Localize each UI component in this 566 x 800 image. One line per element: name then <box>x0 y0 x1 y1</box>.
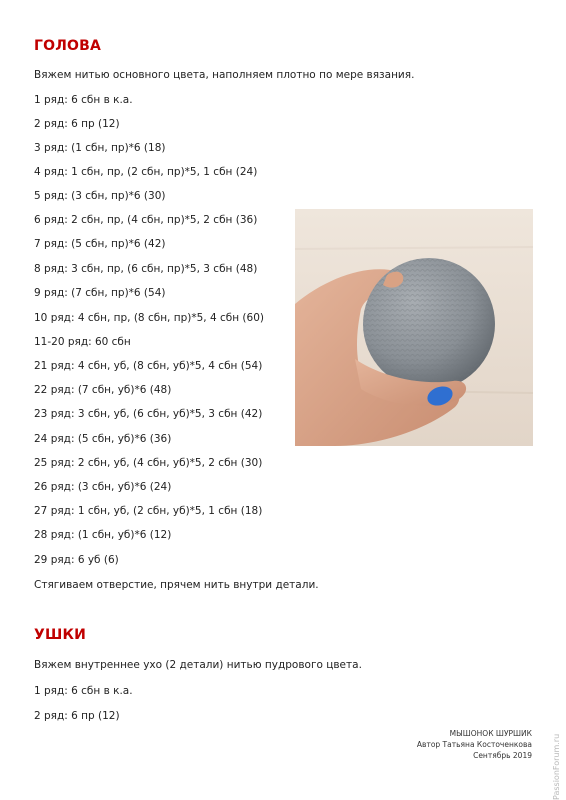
head-intro: Вяжем нитью основного цвета, наполняем плотно по мере вязания. <box>34 69 415 81</box>
head-row-1: 1 ряд: 6 сбн в к.а. <box>34 94 133 106</box>
pattern-credits <box>417 728 532 761</box>
head-row-18: 27 ряд: 1 сбн, уб, (2 сбн, уб)*5, 1 сбн (18) <box>34 505 263 517</box>
section-title-ears: УШКИ <box>34 627 87 643</box>
site-watermark: PassionForum.ru <box>552 733 561 800</box>
head-row-19: 28 ряд: (1 сбн, уб)*6 (12) <box>34 529 172 541</box>
head-row-20: 29 ряд: 6 уб (6) <box>34 554 119 566</box>
knitted-ball-photo <box>295 209 533 446</box>
head-row-9: 9 ряд: (7 сбн, пр)*6 (54) <box>34 287 166 299</box>
credits-title: МЫШОНОК ШУРШИК <box>449 729 532 738</box>
head-row-3: 3 ряд: (1 сбн, пр)*6 (18) <box>34 142 166 154</box>
head-row-7: 7 ряд: (5 сбн, пр)*6 (42) <box>34 238 166 250</box>
head-row-2: 2 ряд: 6 пр (12) <box>34 118 120 130</box>
head-row-11: 11-20 ряд: 60 сбн <box>34 336 131 348</box>
ears-intro: Вяжем внутреннее ухо (2 детали) нитью пудрового цвета. <box>34 659 362 671</box>
head-row-10: 10 ряд: 4 сбн, пр, (8 сбн, пр)*5, 4 сбн (60) <box>34 312 264 324</box>
head-row-8: 8 ряд: 3 сбн, пр, (6 сбн, пр)*5, 3 сбн (48) <box>34 263 258 275</box>
head-row-5: 5 ряд: (3 сбн, пр)*6 (30) <box>34 190 166 202</box>
head-row-15: 24 ряд: (5 сбн, уб)*6 (36) <box>34 433 172 445</box>
head-row-17: 26 ряд: (3 сбн, уб)*6 (24) <box>34 481 172 493</box>
head-row-4: 4 ряд: 1 сбн, пр, (2 сбн, пр)*5, 1 сбн (24) <box>34 166 258 178</box>
head-closing: Стягиваем отверстие, прячем нить внутри детали. <box>34 579 319 591</box>
credits-author: Автор Татьяна Косточенкова <box>416 740 532 749</box>
head-row-16: 25 ряд: 2 сбн, уб, (4 сбн, уб)*5, 2 сбн (30) <box>34 457 263 469</box>
ears-row-2: 2 ряд: 6 пр (12) <box>34 710 120 722</box>
section-title-head: ГОЛОВА <box>34 38 102 54</box>
credits-date: Сентябрь 2019 <box>473 751 532 760</box>
head-row-6: 6 ряд: 2 сбн, пр, (4 сбн, пр)*5, 2 сбн (36) <box>34 214 258 226</box>
ears-row-1: 1 ряд: 6 сбн в к.а. <box>34 685 133 697</box>
head-row-12: 21 ряд: 4 сбн, уб, (8 сбн, уб)*5, 4 сбн (54) <box>34 360 263 372</box>
head-row-13: 22 ряд: (7 сбн, уб)*6 (48) <box>34 384 172 396</box>
head-row-14: 23 ряд: 3 сбн, уб, (6 сбн, уб)*5, 3 сбн (42) <box>34 408 263 420</box>
